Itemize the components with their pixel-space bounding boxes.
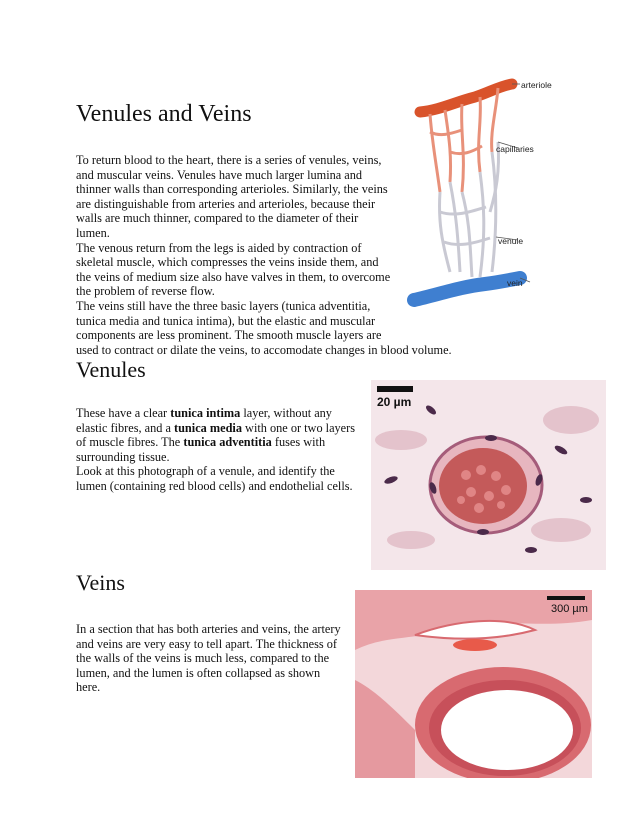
venule-micrograph [371, 380, 606, 570]
text-line: surrounding tissue. [76, 449, 170, 464]
text-line: In a section that has both arteries and veins, the artery [76, 622, 341, 636]
label-arteriole: arteriole [521, 80, 552, 90]
intro-paragraph [76, 153, 452, 357]
label-venule: venule [498, 236, 524, 246]
text-line: walls are much thinner, compared to the diameter of their [76, 211, 359, 226]
text-line: the veins of medium size also have valves in them, to overcome [76, 269, 391, 284]
vessel-diagram [400, 72, 575, 320]
text-line: are distinguishable from arteries and arterioles, because their [76, 196, 376, 211]
scale-label: 300 µm [551, 603, 588, 615]
text-line: here. [76, 680, 101, 695]
vein-vessel [414, 278, 520, 300]
text-line: and muscular veins. Venules have much larger lumina and [76, 167, 363, 182]
text-line: and veins are very easy to tell apart. The thickness of [76, 636, 337, 651]
text-line: lumen, and the lumen is often collapsed as shown [76, 665, 321, 680]
text-line: tunica media and tunica intima), but the elastic and muscular [76, 313, 376, 328]
text-line: lumen (containing red blood cells) and endothelial cells. [76, 478, 353, 493]
text-line: used to contract or dilate the veins, to accomodate changes in blood volume. [76, 342, 452, 357]
text-line: the problem of reverse flow. [76, 284, 215, 299]
vein-micrograph [355, 590, 592, 778]
venules-paragraph [76, 406, 355, 494]
text-line: elastic fibres, and a tunica media with one or two layers [76, 420, 356, 435]
scale-bar [377, 386, 413, 392]
text-line: thinner walls than corresponding arterioles. Similarly, the veins [76, 182, 388, 197]
text-line: Look at this photograph of a venule, and identify the [76, 464, 335, 479]
label-vein: vein [507, 278, 523, 288]
text-line: skeletal muscle, which compresses the veins inside them, and [76, 255, 379, 270]
veins-paragraph [76, 622, 341, 695]
text-line: The veins still have the three basic layers (tunica adventitia, [76, 298, 371, 313]
text-line: of muscle fibres. The tunica adventitia fuses with [76, 435, 326, 450]
label-capillaries: capillaries [496, 144, 534, 154]
section-title-venules: Venules [76, 357, 146, 382]
text-line: components are less prominent. The smooth muscle layers are [76, 328, 382, 343]
scale-bar [547, 596, 585, 600]
text-line: These have a clear tunica intima layer, without any [76, 406, 332, 420]
text-line: the walls of the veins is much less, compared to the [76, 651, 330, 666]
text-line: lumen. [76, 225, 110, 240]
page-title: Venules and Veins [76, 101, 252, 127]
text-line: The venous return from the legs is aided by contraction of [76, 240, 362, 255]
section-title-veins: Veins [76, 570, 125, 595]
scale-label: 20 µm [377, 395, 412, 409]
text-line: To return blood to the heart, there is a series of venules, veins, [76, 153, 382, 167]
